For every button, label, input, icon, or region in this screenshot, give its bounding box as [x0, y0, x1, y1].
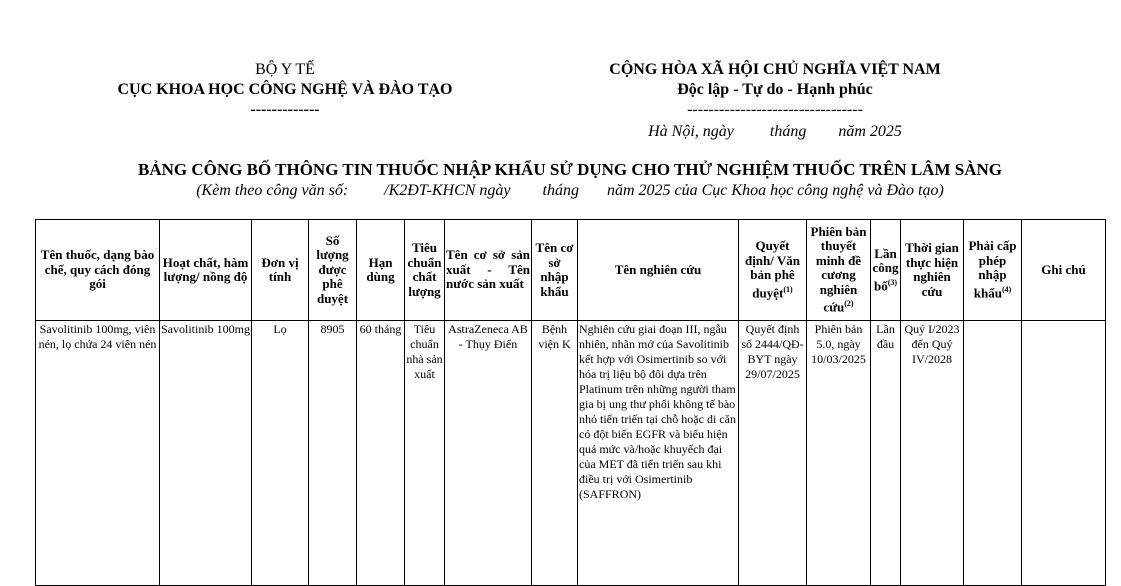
cell-study-period: Quý I/2023 đến Quý IV/2028 — [901, 321, 964, 586]
col-header-drug-name: Tên thuốc, dạng bào chế, quy cách đóng gói — [36, 220, 160, 321]
ministry-name: BỘ Y TẾ — [255, 61, 315, 78]
cell-expiry: 60 tháng — [357, 321, 405, 586]
cell-quality-standard: Tiêu chuẩn nhà sản xuất — [405, 321, 445, 586]
header-right-divider: --------------------------------- — [687, 101, 863, 118]
document-subtitle: (Kèm theo công văn số: /K2ĐT-KHCN ngày tháng năm 2025 của Cục Khoa học công nghệ và Đào tạo) — [196, 182, 944, 199]
document-date: Hà Nội, ngày tháng năm 2025 — [648, 123, 902, 140]
table-header-row — [36, 220, 1106, 321]
col-header-quantity: Số lượng được phê duyệt — [309, 220, 357, 321]
cell-announcement: Lần đầu — [871, 321, 901, 586]
cell-quantity: 8905 — [309, 321, 357, 586]
motto: Độc lập - Tự do - Hạnh phúc — [677, 81, 873, 98]
cell-active-ingredient: Savolitinib 100mg — [160, 321, 252, 586]
col-header-study-name: Tên nghiên cứu — [578, 220, 739, 321]
col-header-expiry: Hạn dùng — [357, 220, 405, 321]
col-header-import-license: Phải cấp phép nhập khẩu$^{(4)}$ — [964, 220, 1022, 321]
cell-manufacturer: AstraZeneca AB - Thụy Điển — [445, 321, 532, 586]
table-row — [36, 321, 1106, 586]
cell-import-license — [964, 321, 1022, 586]
cell-importer: Bệnh viện K — [532, 321, 578, 586]
document-title: BẢNG CÔNG BỐ THÔNG TIN THUỐC NHẬP KHẨU SỬ DỤNG CHO THỬ NGHIỆM THUỐC TRÊN LÂM SÀNG — [138, 160, 1002, 179]
country-name: CỘNG HÒA XÃ HỘI CHỦ NGHĨA VIỆT NAM — [609, 61, 941, 78]
header-left — [70, 60, 500, 120]
col-header-active-ingredient: Hoạt chất, hàm lượng/ nồng độ — [160, 220, 252, 321]
cell-notes — [1022, 321, 1106, 586]
col-header-manufacturer: Tên cơ sở sản xuất - Tên nước sản xuất — [445, 220, 532, 321]
drug-info-table — [35, 219, 1106, 586]
col-header-study-period: Thời gian thực hiện nghiên cứu — [901, 220, 964, 321]
col-header-notes: Ghi chú — [1022, 220, 1106, 321]
col-header-approval-decision: Quyết định/ Văn bản phê duyệt$^{(1)}$ — [739, 220, 807, 321]
cell-unit: Lọ — [252, 321, 309, 586]
col-header-announcement: Lần công bố$^{(3)}$ — [871, 220, 901, 321]
department-name: CỤC KHOA HỌC CÔNG NGHỆ VÀ ĐÀO TẠO — [117, 81, 453, 98]
header-left-divider: ------------- — [250, 101, 320, 118]
col-header-unit: Đơn vị tính — [252, 220, 309, 321]
cell-drug-name: Savolitinib 100mg, viên nén, lọ chứa 24 viên nén — [36, 321, 160, 586]
cell-protocol-version: Phiên bản 5.0, ngày 10/03/2025 — [807, 321, 871, 586]
header-right — [560, 60, 990, 142]
cell-study-name: Nghiên cứu giai đoạn III, ngẫu nhiên, nhãn mở của Savolitinib kết hợp với Osimertinib so với hóa trị liệu bộ đôi dựa trên Platinum trên những người tham gia bị ung thư phổi không tế bào nhỏ tiến triển tại chỗ hoặc di căn có đột biến EGFR và biểu hiện quá mức và/hoặc khuyếch đại của MET đã tiến triển sau khi điều trị với Osimertinib (SAFFRON) — [578, 321, 739, 586]
cell-approval-decision: Quyết định số 2444/QĐ-BYT ngày 29/07/2025 — [739, 321, 807, 586]
col-header-quality-standard: Tiêu chuẩn chất lượng — [405, 220, 445, 321]
col-header-protocol-version: Phiên bản thuyết minh đề cương nghiên cứu$^{(2)}$ — [807, 220, 871, 321]
col-header-importer: Tên cơ sở nhập khẩu — [532, 220, 578, 321]
